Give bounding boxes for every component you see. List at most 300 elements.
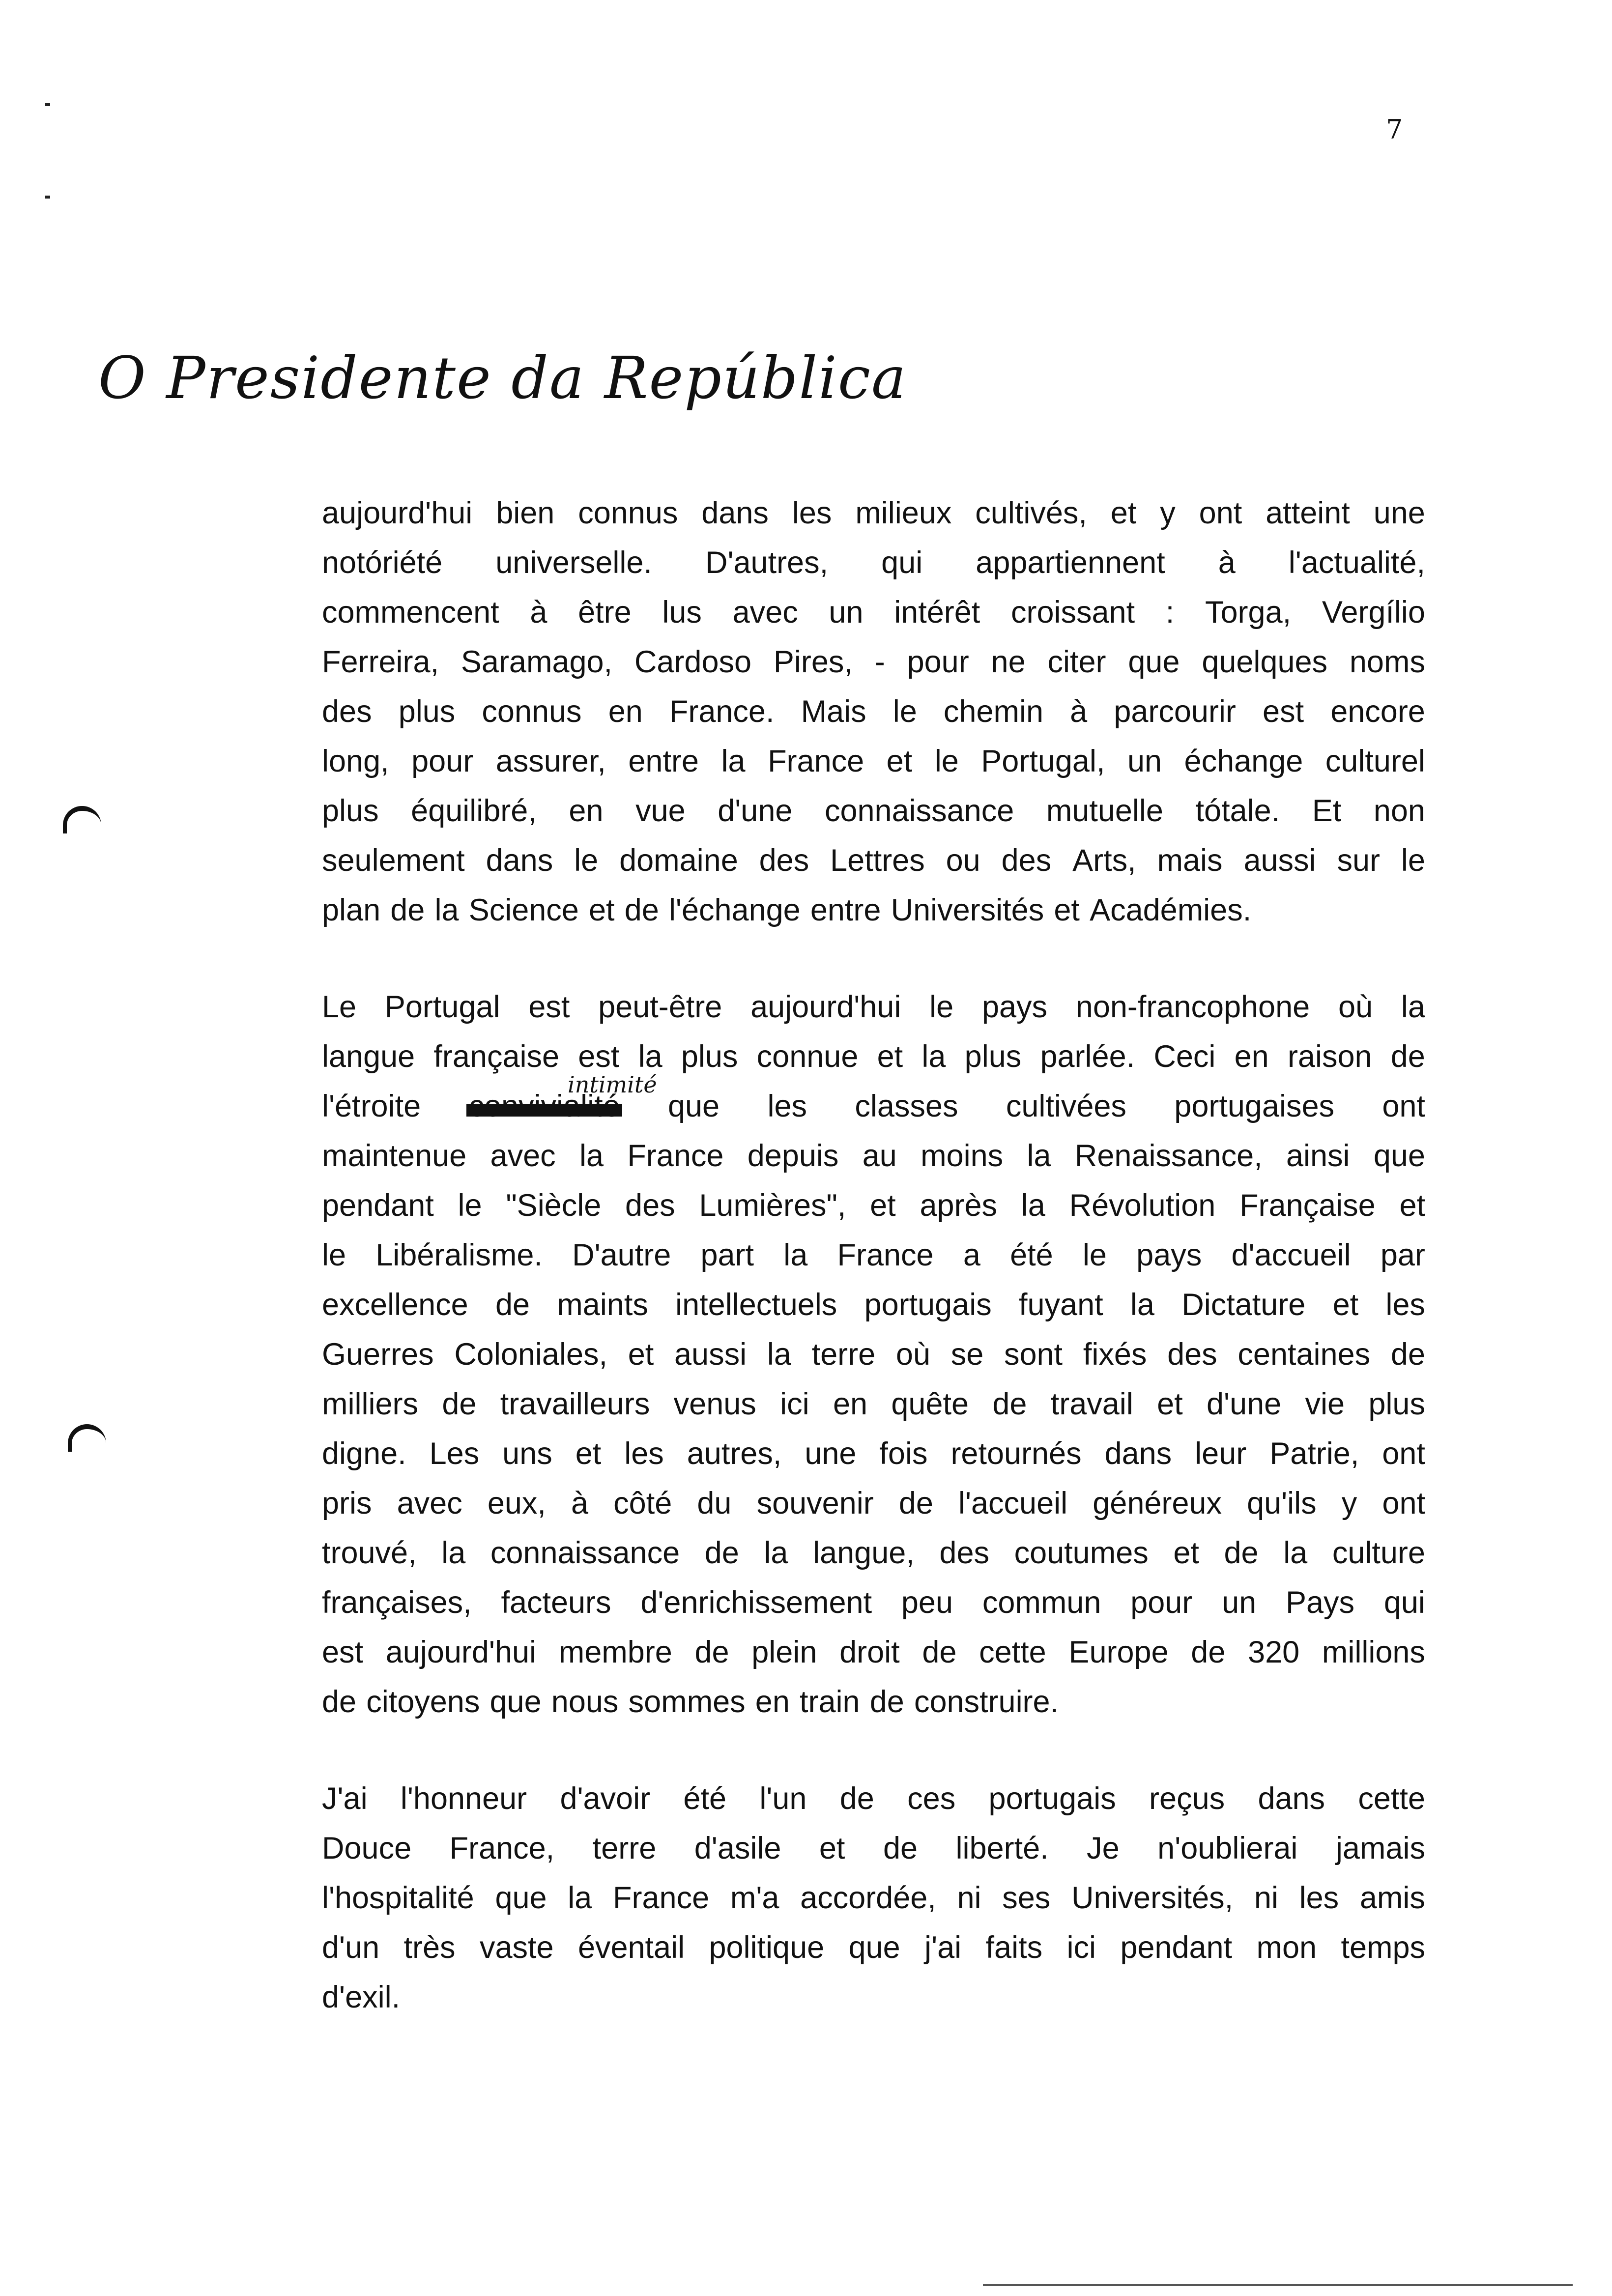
word: la [767,1337,791,1372]
word: terre [811,1337,876,1372]
word: France, [449,1831,555,1866]
word: sont [1004,1337,1063,1372]
text-line [322,1578,1425,1628]
word: fois [879,1436,928,1471]
word: pour [1130,1585,1193,1620]
word: que [489,1685,542,1719]
text-line [322,1677,1425,1727]
word: travailleurs [500,1387,650,1421]
word: aujourd'hui [322,496,473,530]
text-line [322,1628,1425,1677]
word: culture [1332,1536,1425,1570]
word: coutumes [1014,1536,1149,1570]
word: de [704,1536,739,1570]
word: pour [411,744,474,778]
word: très [403,1930,456,1965]
word: non-francophone [1075,990,1310,1024]
word: ne [991,645,1026,679]
word: l'honneur [400,1781,527,1816]
word: de [1390,1337,1425,1372]
text-line [322,836,1425,886]
word: aussi [1243,843,1316,878]
word: la [568,1881,592,1915]
word: Universités [891,893,1044,927]
word: maintenue [322,1139,467,1173]
word: équilibré, [411,794,537,828]
text-line [322,687,1425,737]
word: dans [486,843,553,878]
word: à [571,1486,589,1521]
word: d'exil. [322,1980,401,2014]
word: D'autres, [705,545,829,580]
word: la [1401,990,1425,1024]
word: le [458,1188,482,1223]
word: appartiennent [976,545,1165,580]
text-line [322,1231,1425,1280]
text-line [322,1973,1425,2022]
word: Académies. [1090,893,1252,927]
text-line [322,1280,1425,1330]
word: depuis [747,1139,839,1173]
word: Le [322,990,357,1024]
word: par [1380,1238,1425,1272]
word: en [833,1387,868,1421]
word: plan [322,893,381,927]
word: commencent [322,595,499,630]
word: d'une [718,794,793,828]
word: domaine [619,843,738,878]
word: Cardoso [634,645,752,679]
text-line [322,1429,1425,1479]
word: plus [1368,1387,1425,1421]
word: les [792,496,832,530]
word: langue, [813,1536,915,1570]
word: avec [397,1486,462,1521]
word: Portugal, [981,744,1105,778]
word: seulement [322,843,465,878]
word: la [441,1536,466,1570]
text-line [322,1528,1425,1578]
word: connus [482,694,582,729]
word: Ceci [1153,1039,1216,1074]
word: commun [982,1585,1101,1620]
word: des [939,1536,989,1570]
word: quête [891,1387,969,1421]
word: vue [635,794,686,828]
word: de [992,1387,1027,1421]
word: une [1373,496,1425,530]
word: après [920,1188,998,1223]
word: France [627,1139,724,1173]
word: politique [709,1930,825,1965]
word: Universités, [1071,1881,1234,1915]
word: citoyens [366,1685,480,1719]
word: en [1234,1039,1269,1074]
word: non [1373,794,1425,828]
word: Et [1312,794,1342,828]
word: reçus [1149,1781,1225,1816]
word: plus [322,794,379,828]
word: uns [502,1436,552,1471]
word: parcourir [1114,694,1236,729]
word: d'une [1207,1387,1282,1421]
word: millions [1322,1635,1425,1669]
word: où [1338,990,1373,1024]
word: dans [701,496,769,530]
word: un [1222,1585,1257,1620]
word: à [1070,694,1088,729]
word: ou [946,843,980,878]
word: et [628,1337,654,1372]
word: cultivées [1006,1089,1126,1123]
word: ainsi [1286,1139,1350,1173]
word: en [755,1685,790,1719]
word: côté [613,1486,672,1521]
word: pour [907,645,969,679]
word: classes [855,1089,958,1123]
word: connus [578,496,678,530]
word: dans [1104,1436,1172,1471]
text-line [322,1479,1425,1528]
word: trouvé, [322,1536,417,1570]
word: être [578,595,632,630]
word: portugais [864,1288,992,1322]
word: cette [1358,1781,1425,1816]
paragraph-1 [322,488,1425,935]
word: la [1283,1536,1308,1570]
word: que [495,1881,547,1915]
word: et [589,893,615,927]
word: et [877,1039,903,1074]
word: connue [756,1039,859,1074]
word: d'accueil [1231,1238,1351,1272]
scan-mark [45,103,50,106]
word: avec [732,595,798,630]
word: croissant [1011,595,1135,630]
word: des [1001,843,1052,878]
letter-body [322,488,1425,2069]
word: pendant [322,1188,434,1223]
word: ni [957,1881,981,1915]
word: d'asile [694,1831,781,1866]
word: les [624,1436,664,1471]
word: de [869,1685,904,1719]
word: un [1127,744,1162,778]
word: que [848,1930,900,1965]
word: notóriété [322,545,443,580]
word: assurer, [495,744,606,778]
word: de [898,1486,933,1521]
word: culturel [1325,744,1425,778]
word: raison [1287,1039,1372,1074]
word: m'a [730,1881,779,1915]
word: de [1390,1039,1425,1074]
word: le [929,990,954,1024]
bottom-rule [983,2284,1573,2286]
word: et [886,744,913,778]
word: ici [780,1387,809,1421]
word: entre [810,893,881,927]
word: mon [1256,1930,1317,1965]
word: lus [662,595,702,630]
text-line [322,1873,1425,1923]
word: Révolution [1069,1188,1216,1223]
word: qui [881,545,923,580]
word: Portugal [384,990,500,1024]
word: pays [981,990,1048,1024]
word: Française [1239,1188,1376,1223]
word: eux, [487,1486,546,1521]
text-line [322,982,1425,1032]
word: droit [839,1635,900,1669]
word: Lettres [830,843,925,878]
word: la [1027,1139,1051,1173]
text-line [322,538,1425,588]
word: de [694,1635,729,1669]
word: que [1373,1139,1425,1173]
word: part [700,1238,754,1272]
word: y [1160,496,1176,530]
word: Saramago, [461,645,613,679]
word: pris [322,1486,372,1521]
word: 320 [1248,1635,1300,1669]
word: J'ai [322,1781,368,1816]
word: Science [468,893,579,927]
text-line [322,488,1425,538]
word: les [767,1089,807,1123]
word: Les [429,1436,480,1471]
word: connaissance [490,1536,680,1570]
word: de [1224,1536,1259,1570]
word: intérêt [894,595,980,630]
text-line [322,1330,1425,1379]
word: Guerres [322,1337,434,1372]
word: universelle. [495,545,652,580]
text-line [322,588,1425,637]
word: de [442,1387,477,1421]
word: échange [1184,744,1303,778]
word: terre [592,1831,657,1866]
word: France [613,1881,710,1915]
word: d'un [322,1930,380,1965]
word: la [783,1238,808,1272]
word: une [805,1436,857,1471]
text-line [322,737,1425,786]
word: leur [1195,1436,1247,1471]
word: mais [1157,843,1223,878]
word: ont [1382,1486,1425,1521]
word: est [322,1635,364,1669]
word: cultivés, [975,496,1087,530]
word: Douce [322,1831,412,1866]
word: Europe [1068,1635,1169,1669]
word: Vergílio [1322,595,1425,630]
word: dans [1258,1781,1325,1816]
word: les [1299,1881,1339,1915]
word: de [1191,1635,1226,1669]
word: la [721,744,746,778]
word: ont [1382,1436,1425,1471]
word: ces [907,1781,956,1816]
word: Pays [1285,1585,1355,1620]
word: le [934,744,959,778]
word: la [579,1139,604,1173]
word: qui [1383,1585,1425,1620]
word: centaines [1238,1337,1371,1372]
word: quelques [1202,645,1328,679]
word: temps [1341,1930,1425,1965]
word: l'actualité, [1288,545,1425,580]
text-line [322,1923,1425,1973]
word: "Siècle [506,1188,602,1223]
word: ont [1199,496,1242,530]
text-line [322,1131,1425,1181]
word: parlée. [1040,1039,1135,1074]
word: - [874,645,885,679]
word: le [322,1238,346,1272]
word: Arts, [1072,843,1136,878]
word: j'ai [924,1930,962,1965]
word: fixés [1083,1337,1147,1372]
word: aujourd'hui [750,990,901,1024]
word: Lumières", [699,1188,846,1223]
word: bien [496,496,555,530]
word: jamais [1335,1831,1425,1866]
word: France. [669,694,775,729]
page-number: 7 [1386,114,1403,145]
word: est [528,990,570,1024]
word: atteint [1266,496,1350,530]
word: ses [1002,1881,1051,1915]
word: chemin [943,694,1044,729]
word: des [1167,1337,1217,1372]
word: ici [1066,1930,1096,1965]
word: l'un [759,1781,807,1816]
word: l'échange [668,893,801,927]
word: Ferreira, [322,645,439,679]
word: de [922,1635,957,1669]
text-line [322,786,1425,836]
word: du [697,1486,732,1521]
word: des [322,694,372,729]
word: un [829,595,864,630]
word: de [624,893,659,927]
word: l'étroite [322,1089,421,1123]
word: connaissance [824,794,1014,828]
word: et [1173,1536,1199,1570]
word: maints [557,1288,648,1322]
word: éventail [577,1930,685,1965]
word: la [1021,1188,1045,1223]
word: Torga, [1205,595,1292,630]
word: de [495,1288,530,1322]
word: portugaises [1174,1089,1334,1123]
text-line [322,637,1425,687]
word: milieux [855,496,952,530]
word: nous [551,1685,619,1719]
word: cette [979,1635,1046,1669]
word: excellence [322,1288,468,1322]
word: membre [558,1635,672,1669]
word: est [1263,694,1304,729]
word: Pires, [773,645,853,679]
word: la [764,1536,788,1570]
word: aussi [674,1337,747,1372]
word: y [1341,1486,1357,1521]
word: été [1010,1238,1053,1272]
word: plus [681,1039,738,1074]
word: les [1385,1288,1425,1322]
word: vaste [479,1930,554,1965]
handwritten-correction: intimité [568,1071,657,1098]
text-line [322,886,1425,935]
word: françaises, [322,1585,472,1620]
word: et [819,1831,845,1866]
letterhead-title: O Presidente da República [98,344,907,412]
word: intellectuels [675,1288,837,1322]
word: Libéralisme. [375,1238,543,1272]
word: en [569,794,604,828]
word: train [800,1685,860,1719]
word: plein [751,1635,817,1669]
word: de [839,1781,874,1816]
word: et [870,1188,896,1223]
word: peu [901,1585,953,1620]
word: plus [964,1039,1022,1074]
word: Renaissance, [1074,1139,1263,1173]
word: qu'ils [1247,1486,1317,1521]
word: Coloniales, [454,1337,607,1372]
word: et [1157,1387,1183,1421]
word: portugais [988,1781,1116,1816]
word: D'autre [572,1238,671,1272]
paragraph-3 [322,1774,1425,2022]
word: de [883,1831,918,1866]
word: accordée, [800,1881,936,1915]
word: France [768,744,864,778]
word: d'enrichissement [640,1585,872,1620]
word: été [683,1781,726,1816]
word: d'avoir [560,1781,651,1816]
text-line [322,1774,1425,1824]
word: à [1218,545,1236,580]
text-line [322,1071,1425,1131]
word: long, [322,744,389,778]
paragraph-2 [322,982,1425,1727]
text-line [322,1032,1425,1082]
word: le [1082,1238,1107,1272]
word: citer [1047,645,1106,679]
word: le [892,694,917,729]
text-line [322,1824,1425,1873]
word: que [1128,645,1180,679]
word: ont [1382,1089,1425,1123]
word: travail [1050,1387,1133,1421]
text-line [322,1379,1425,1429]
word: ni [1254,1881,1278,1915]
word: et [1110,496,1137,530]
word: et [575,1436,602,1471]
word: sommes [628,1685,746,1719]
word: liberté. [955,1831,1049,1866]
word: où [895,1337,930,1372]
word: le [1401,843,1425,878]
punch-hole-mark [63,806,101,833]
word: de [322,1685,357,1719]
word: des [759,843,809,878]
word: Dictature [1181,1288,1306,1322]
word: Mais [801,694,866,729]
